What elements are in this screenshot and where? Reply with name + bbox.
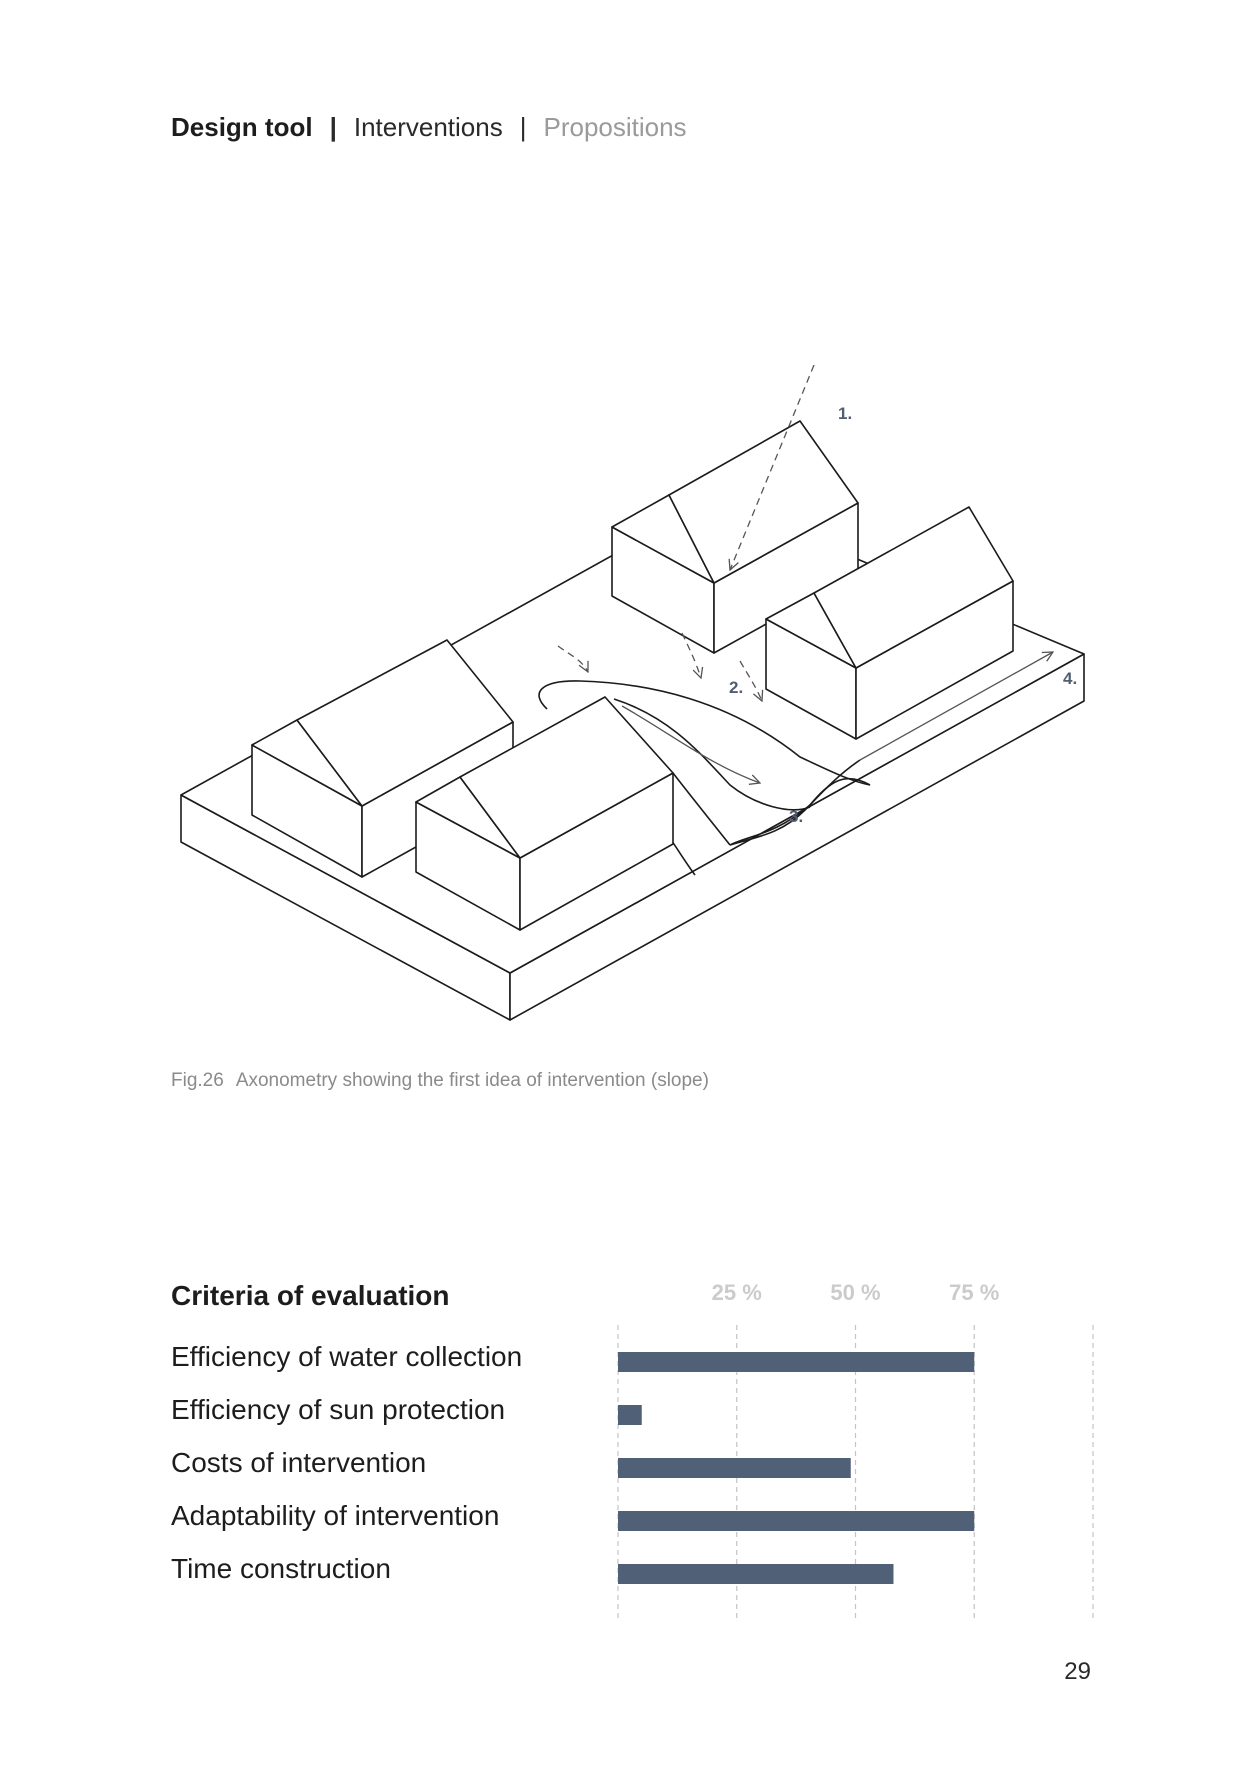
criterion-label: Time construction bbox=[171, 1553, 391, 1584]
chart-bar bbox=[618, 1564, 894, 1584]
page-number: 29 bbox=[1064, 1658, 1091, 1685]
criteria-list bbox=[171, 1340, 611, 1605]
figure-number: Fig.26 bbox=[171, 1070, 224, 1091]
axonometry-figure bbox=[170, 365, 1090, 1035]
chart-tick-label: 50 % bbox=[830, 1280, 881, 1305]
marker-2: 2. bbox=[729, 678, 744, 697]
breadcrumb bbox=[171, 112, 687, 143]
breadcrumb-item-interventions: Interventions bbox=[353, 112, 503, 142]
chart-tick-label: 75 % bbox=[949, 1280, 1000, 1305]
figure-caption-text: Axonometry showing the first idea of intervention (slope) bbox=[235, 1070, 709, 1091]
marker-3: 3. bbox=[789, 807, 804, 826]
marker-1: 1. bbox=[838, 404, 853, 423]
evaluation-title: Criteria of evaluation bbox=[171, 1280, 450, 1311]
evaluation-chart bbox=[600, 1270, 1120, 1630]
breadcrumb-item-propositions: Propositions bbox=[543, 112, 687, 142]
breadcrumb-separator: | bbox=[329, 112, 337, 142]
criterion-label: Adaptability of intervention bbox=[171, 1500, 500, 1531]
chart-bar bbox=[618, 1458, 851, 1478]
criterion-label: Costs of intervention bbox=[171, 1447, 427, 1478]
marker-4: 4. bbox=[1063, 669, 1078, 688]
chart-bar bbox=[618, 1405, 642, 1425]
figure-caption bbox=[171, 1070, 709, 1092]
breadcrumb-separator: | bbox=[519, 112, 527, 142]
chart-tick-label: 25 % bbox=[711, 1280, 762, 1305]
chart-bar bbox=[618, 1511, 974, 1531]
criterion-label: Efficiency of water collection bbox=[171, 1341, 523, 1372]
chart-bar bbox=[618, 1352, 974, 1372]
breadcrumb-current: Design tool bbox=[171, 112, 313, 142]
criterion-label: Efficiency of sun protection bbox=[171, 1394, 506, 1425]
